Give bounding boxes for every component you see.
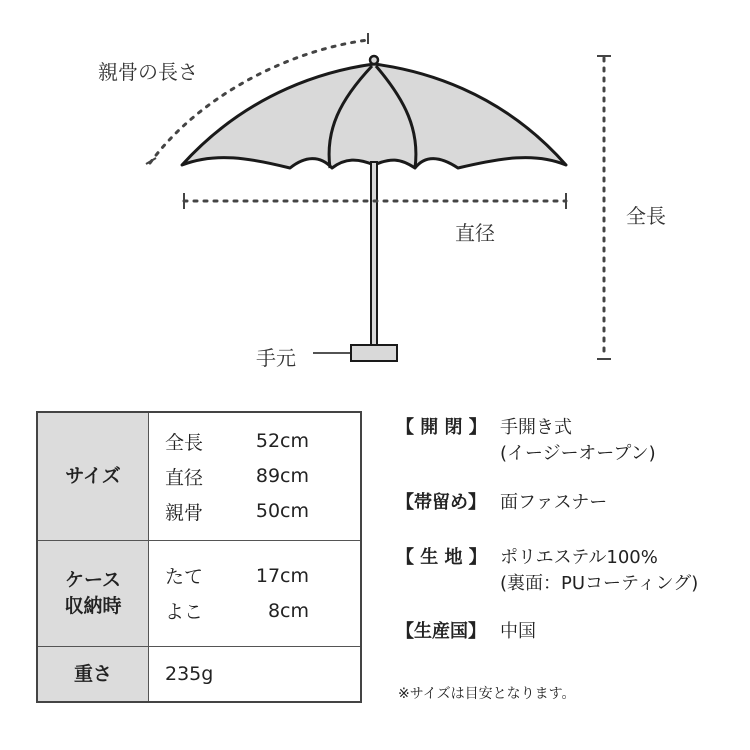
size-header: サイズ: [37, 412, 149, 540]
total-length-label: 全長: [626, 204, 666, 228]
umbrella-tip: [370, 56, 378, 64]
info-origin: 【生産国】 中国: [396, 621, 536, 642]
umbrella-canopy: [182, 64, 566, 168]
weight-row: [37, 646, 361, 702]
size-note: ※サイズは目安となります。: [398, 686, 576, 702]
weight-value: 235g: [149, 646, 362, 702]
case-item: よこ 8cm: [165, 599, 309, 623]
size-row: [37, 412, 361, 540]
handle-label: 手元: [256, 346, 296, 370]
info-strap: 【帯留め】 面ファスナー: [396, 492, 608, 513]
size-values: [149, 412, 362, 540]
case-values: [149, 540, 362, 646]
size-item: 全長 52cm: [165, 430, 309, 454]
umbrella-shaft: [371, 162, 377, 346]
size-item: 直径 89cm: [165, 465, 309, 489]
umbrella-handle: [351, 345, 397, 361]
info-fabric: 【 生 地 】 ポリエステル100% (裏面：PUコーティング): [396, 547, 699, 594]
rib-length-label: 親骨の長さ: [98, 60, 198, 84]
info-opening: 【 開 閉 】 手開き式 (イージーオープン): [396, 417, 656, 464]
spec-table: [36, 411, 362, 703]
case-row: [37, 540, 361, 646]
weight-header: 重さ: [37, 646, 149, 702]
case-header: ケース 収納時: [37, 540, 149, 646]
diameter-label: 直径: [455, 221, 495, 245]
case-item: たて 17cm: [165, 564, 309, 588]
size-item: 親骨 50cm: [165, 500, 309, 524]
